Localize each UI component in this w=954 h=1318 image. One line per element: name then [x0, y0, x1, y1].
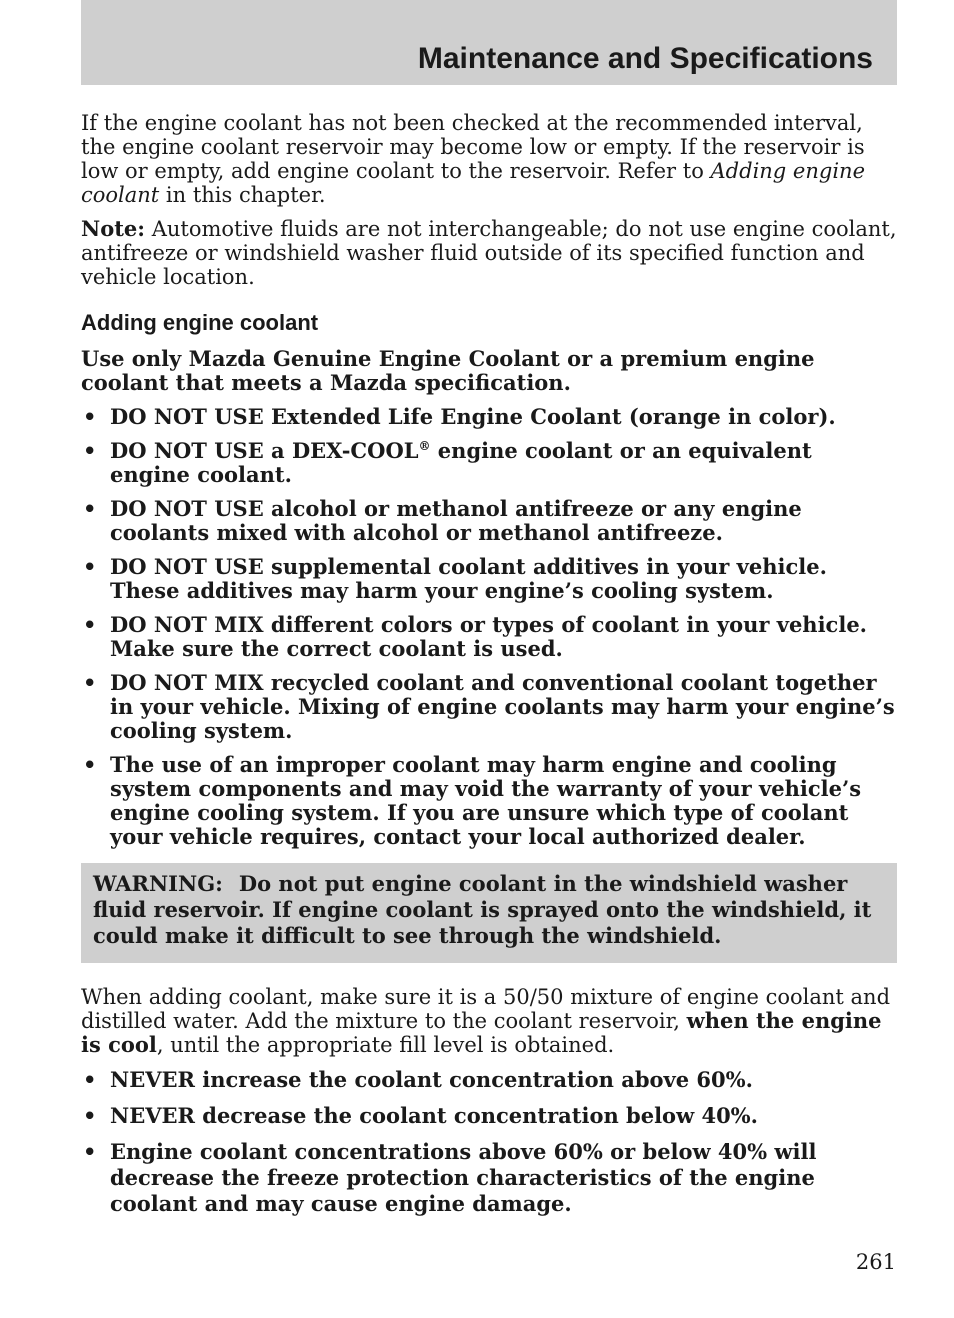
list-item-text: DO NOT USE supplemental coolant additives in your vehicle. These additives may harm your engine’s cooling system.	[110, 554, 827, 603]
warning-label: WARNING:	[93, 871, 223, 896]
list-item-text: DO NOT MIX recycled coolant and conventional coolant together in your vehicle. Mixing of engine coolants may harm your engine’s cooling system.	[110, 670, 895, 743]
bullet-icon: •	[83, 439, 97, 463]
list-item-text: DO NOT USE alcohol or methanol antifreeze or any engine coolants mixed with alcohol or methanol antifreeze.	[110, 496, 802, 545]
list-item	[81, 671, 897, 743]
note-paragraph	[81, 217, 897, 289]
warning-text: Do not put engine coolant in the windshield washer fluid reservoir. If engine coolant is sprayed onto the windshield, it could make it difficult to see through the windshield.	[93, 871, 872, 948]
note-label: Note:	[81, 216, 146, 241]
list-item	[81, 497, 897, 545]
list-item	[81, 1103, 897, 1129]
bullet-icon: •	[83, 405, 97, 429]
mixture-text-before: When adding coolant, make sure it is a 50/50 mixture of engine coolant and distilled water. Add the mixture to the coolant reservoir,	[81, 985, 891, 1033]
concentration-list	[81, 1067, 897, 1217]
list-item-text: NEVER decrease the coolant concentration below 40%.	[110, 1103, 758, 1128]
intro-paragraph	[81, 111, 897, 207]
bullet-icon: •	[83, 613, 97, 637]
list-item-text: NEVER increase the coolant concentration above 60%.	[110, 1067, 753, 1092]
bullet-icon: •	[83, 1140, 97, 1164]
note-text: Automotive fluids are not interchangeable; do not use engine coolant, antifreeze or windshield washer fluid outside of its specified function and vehicle location.	[81, 217, 897, 289]
list-item	[81, 613, 897, 661]
section-heading: Adding engine coolant	[81, 310, 319, 335]
bullet-icon: •	[83, 555, 97, 579]
header-band	[81, 0, 897, 85]
section-lead: Use only Mazda Genuine Engine Coolant or a premium engine coolant that meets a Mazda specification.	[81, 346, 815, 395]
list-item-text: DO NOT MIX different colors or types of coolant in your vehicle. Make sure the correct coolant is used.	[110, 612, 867, 661]
list-item	[81, 555, 897, 603]
list-item-text: Engine coolant concentrations above 60% or below 40% will decrease the freeze protection characteristics of the engine coolant and may cause engine damage.	[110, 1139, 817, 1216]
warning-box	[81, 863, 897, 963]
bullet-icon: •	[83, 1068, 97, 1092]
list-item-text: DO NOT USE Extended Life Engine Coolant (orange in color).	[110, 404, 836, 429]
list-item	[81, 753, 897, 849]
coolant-rules-list	[81, 405, 897, 849]
mixture-text-after: , until the appropriate fill level is obtained.	[156, 1033, 615, 1057]
list-item-text: DO NOT USE a DEX-COOL	[110, 438, 419, 463]
bullet-icon: •	[83, 1104, 97, 1128]
intro-text-after: in this chapter.	[159, 183, 326, 207]
list-item	[81, 1139, 897, 1217]
bullet-icon: •	[83, 671, 97, 695]
page-content	[81, 111, 897, 1227]
bullet-icon: •	[83, 753, 97, 777]
bullet-icon: •	[83, 497, 97, 521]
mixture-emphasis: when the engine is cool	[81, 1008, 882, 1057]
list-item	[81, 405, 897, 429]
intro-cross-reference: Adding engine coolant	[81, 159, 865, 207]
mixture-paragraph	[81, 985, 897, 1057]
list-item-text: engine coolant or an equivalent engine coolant.	[110, 438, 812, 487]
list-item-text: The use of an improper coolant may harm engine and cooling system components and may void the warranty of your vehicle’s engine cooling system. If you are unsure which type of coolant your vehicle requires, contact your local authorized dealer.	[110, 752, 862, 849]
list-item	[81, 1067, 897, 1093]
page-number: 261	[855, 1250, 896, 1274]
page-title: Maintenance and Specifications	[417, 42, 873, 75]
intro-text-before: If the engine coolant has not been checked at the recommended interval, the engine coolant reservoir may become low or empty. If the reservoir is low or empty, add engine coolant to the reservoir. Refer to	[81, 111, 865, 183]
registered-mark: ®	[418, 439, 431, 453]
list-item	[81, 439, 897, 487]
